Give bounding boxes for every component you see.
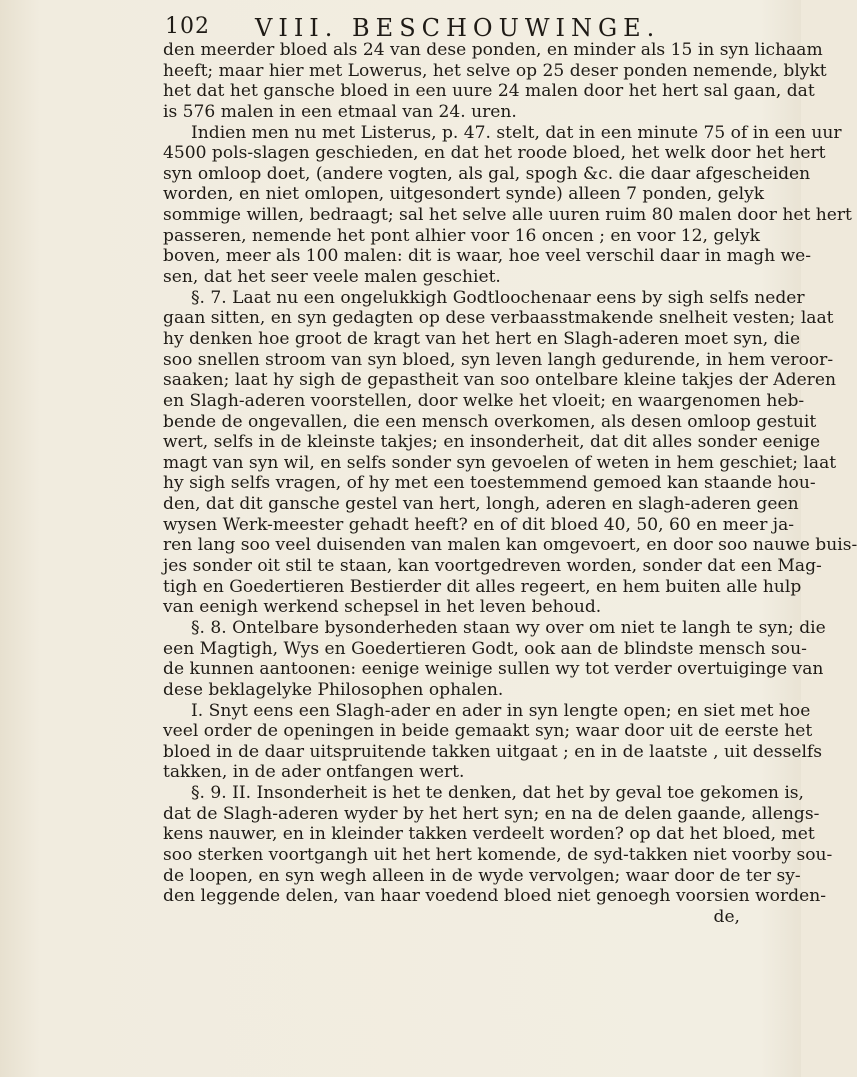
text-line: veel order de openingen in beide gemaakt syn; waar door uit de eerste het bbox=[163, 721, 813, 742]
running-title: VIII. BESCHOUWINGE. bbox=[255, 14, 661, 42]
text-line: heeft; maar hier met Lowerus, het selve op 25 deser ponden nemende, blykt bbox=[163, 60, 827, 81]
text-line: is 576 malen in een etmaal van 24. uren. bbox=[163, 101, 517, 122]
text-line: sommige willen, bedraagt; sal het selve alle uuren ruim 80 malen door het hert bbox=[163, 205, 852, 226]
text-line: wert, selfs in de kleinste takjes; en insonderheit, dat dit alles sonder eenige bbox=[163, 432, 821, 453]
text-line: de, bbox=[713, 906, 740, 927]
text-line: Indien men nu met Listerus, p. 47. stelt, dat in een minute 75 of in een uur bbox=[191, 122, 842, 143]
text-line: syn omloop doet, (andere vogten, als gal, spogh &c. die daar afgescheiden bbox=[163, 163, 811, 184]
text-line: soo snellen stroom van syn bloed, syn leven langh gedurende, in hem veroor- bbox=[163, 349, 834, 370]
text-line: den, dat dit gansche gestel van hert, longh, aderen en slagh-aderen geen bbox=[163, 494, 799, 515]
page-header bbox=[165, 14, 725, 42]
body-text bbox=[163, 40, 857, 928]
text-line: den leggende delen, van haar voedend bloed niet genoegh voorsien worden- bbox=[163, 886, 826, 907]
text-line: 4500 pols-slagen geschieden, en dat het roode bloed, het welk door het hert bbox=[163, 143, 826, 164]
text-line: kens nauwer, en in kleinder takken verdeelt worden? op dat het bloed, met bbox=[163, 824, 815, 845]
text-line: ren lang soo veel duisenden van malen kan omgevoert, en door soo nauwe buis- bbox=[163, 535, 857, 556]
text-line: de kunnen aantoonen: eenige weinige sullen wy tot verder overtuiginge van bbox=[163, 659, 824, 680]
text-line: van eenigh werkend schepsel in het leven behoud. bbox=[163, 597, 602, 618]
text-line: bende de ongevallen, die een mensch overkomen, als desen omloop gestuit bbox=[163, 411, 817, 432]
text-line: wysen Werk-meester gehadt heeft? en of dit bloed 40, 50, 60 en meer ja- bbox=[163, 514, 795, 535]
page-number: 102 bbox=[165, 14, 210, 39]
text-line: en Slagh-aderen voorstellen, door welke het vloeit; en waargenomen heb- bbox=[163, 390, 805, 411]
text-line: een Magtigh, Wys en Goedertieren Godt, ook aan de blindste mensch sou- bbox=[163, 638, 807, 659]
text-line: tigh en Goedertieren Bestierder dit alles regeert, en hem buiten alle hulp bbox=[163, 576, 802, 597]
text-line: dat de Slagh-aderen wyder by het hert syn; en na de delen gaande, allengs- bbox=[163, 803, 820, 824]
text-line: saaken; laat hy sigh de gepastheit van soo ontelbare kleine takjes der Aderen bbox=[163, 370, 836, 391]
text-line: de loopen, en syn wegh alleen in de wyde vervolgen; waar door de ter sy- bbox=[163, 865, 801, 886]
text-line: het dat het gansche bloed in een uure 24 malen door het hert sal gaan, dat bbox=[163, 81, 815, 102]
text-line: jes sonder oit stil te staan, kan voortgedreven worden, sonder dat een Mag- bbox=[163, 556, 822, 577]
text-line: boven, meer als 100 malen: dit is waar, hoe veel verschil daar in magh we- bbox=[163, 246, 812, 267]
text-line: magt van syn wil, en selfs sonder syn gevoelen of weten in hem geschiet; laat bbox=[163, 452, 837, 473]
text-line: sen, dat het seer veele malen geschiet. bbox=[163, 267, 501, 288]
text-line: dese beklagelyke Philosophen ophalen. bbox=[163, 679, 504, 700]
text-line: hy denken hoe groot de kragt van het hert en Slagh-aderen moet syn, die bbox=[163, 328, 801, 349]
text-line: §. 8. Ontelbare bysonderheden staan wy over om niet te langh te syn; die bbox=[191, 617, 826, 638]
text-line: takken, in de ader ontfangen wert. bbox=[163, 762, 465, 783]
text-line: §. 7. Laat nu een ongelukkigh Godtloochenaar eens by sigh selfs neder bbox=[191, 287, 805, 308]
text-line: worden, en niet omlopen, uitgesondert synde) alleen 7 ponden, gelyk bbox=[163, 184, 765, 205]
text-line: passeren, nemende het pont alhier voor 16 oncen ; en voor 12, gelyk bbox=[163, 225, 760, 246]
text-line: I. Snyt eens een Slagh-ader en ader in syn lengte open; en siet met hoe bbox=[191, 700, 811, 721]
text-line: gaan sitten, en syn gedagten op dese verbaasstmakende snelheit vesten; laat bbox=[163, 308, 834, 329]
text-line: den meerder bloed als 24 van dese ponden, en minder als 15 in syn lichaam bbox=[163, 40, 823, 60]
text-line: hy sigh selfs vragen, of hy met een toestemmend gemoed kan staande hou- bbox=[163, 473, 816, 494]
text-line: bloed in de daar uitspruitende takken uitgaat ; en in de laatste , uit desselfs bbox=[163, 741, 823, 762]
text-line: soo sterken voortgangh uit het hert komende, de syd-takken niet voorby sou- bbox=[163, 844, 833, 865]
text-line: §. 9. II. Insonderheit is het te denken, dat het by geval toe gekomen is, bbox=[191, 783, 804, 804]
